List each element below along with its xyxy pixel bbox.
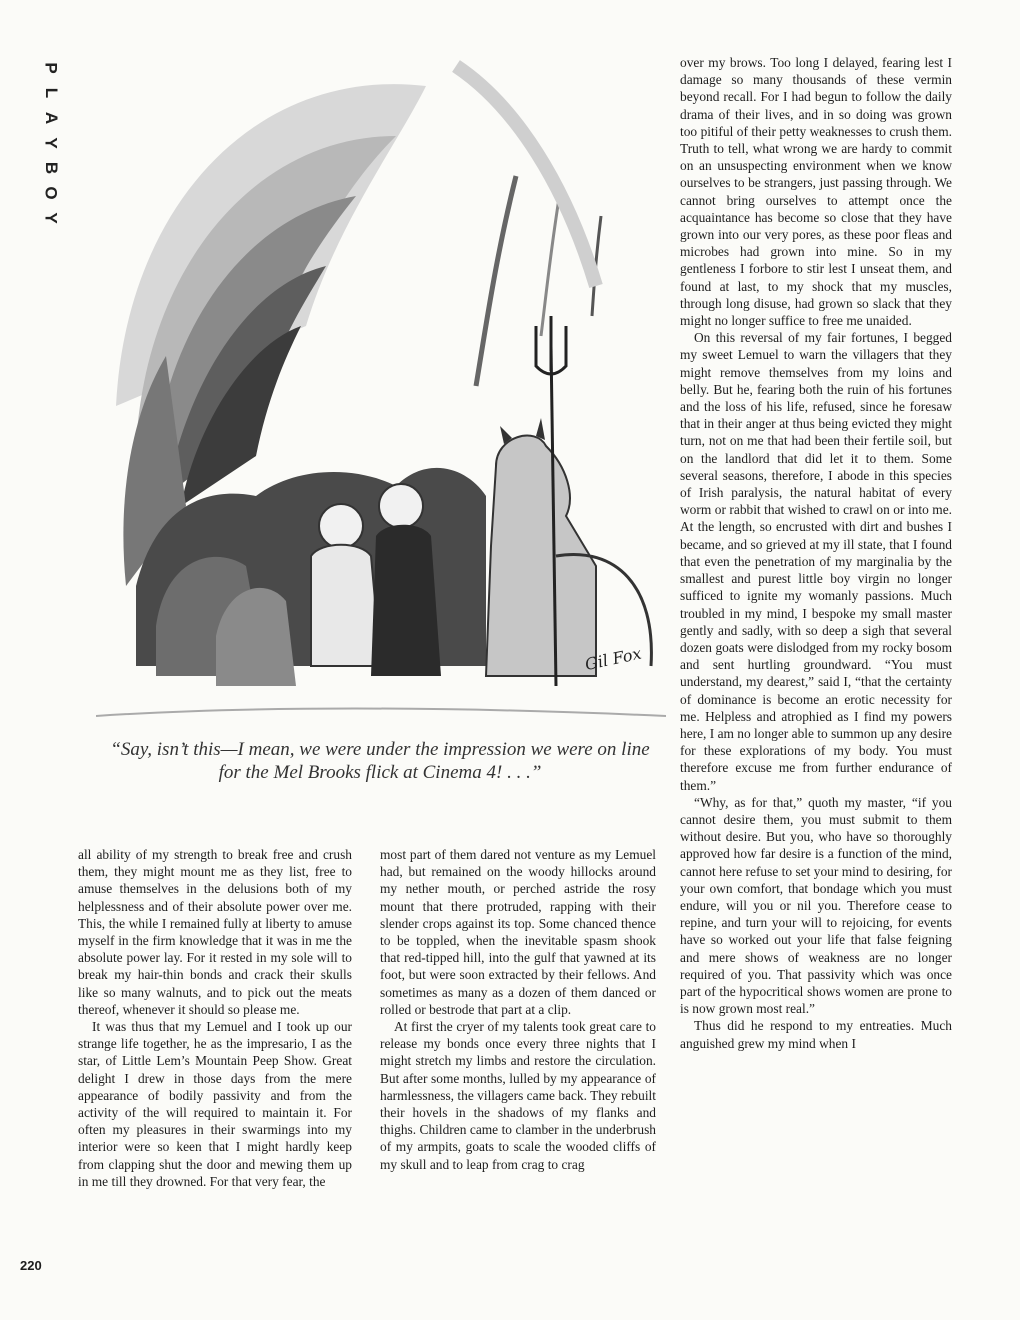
magazine-masthead — [38, 60, 64, 226]
paragraph: It was thus that my Lemuel and I took up our strange life together, he as the impresario, I as the star, of Little Lem’s Mountain Peep Show. Great delight I drew in those days from the mere appearance of bodily passivity and from the activity of the will required to maintain it. For often my pleasures in their swarmings into my interior were so keen that I might hardly keep from clapping shut the door and mewing them up in me till they drowned. For that very fear, the — [78, 1019, 352, 1189]
paragraph: At first the cryer of my talents took great care to release my bonds once every three nights that I might stretch my limbs and restore the circulation. But after some months, lulled by my appearance of harmlessness, the villagers came back. They rebuilt their hovels in the shadows of my flanks and thighs. Children came to clamber in the underbrush of my armpits, goats to scale the wooded cliffs of my skull and to leap from crag to crag — [380, 1019, 656, 1172]
masthead-letter: O — [41, 186, 61, 200]
paragraph: all ability of my strength to break free and crush them, they might mount me as they list, free to amuse themselves in the delusions both of my helplessness and of their absolute power over me. This, the while I remained fully at liberty to amuse myself in the firm knowledge that it was in me the absolute power lay. For it rested in my sole will to break my hair-thin bonds and crack their skulls like so many walnuts, and to pick out the meats thereof, whenever it should so please me. — [78, 847, 352, 1017]
cartoon-caption: “Say, isn’t this—I mean, we were under the impression we were on line for the Mel Brooks flick at Cinema 4! . . .” — [110, 739, 650, 783]
masthead-letter: A — [42, 111, 61, 125]
text-column-2 — [380, 846, 656, 1173]
paragraph: On this reversal of my fair fortunes, I begged my sweet Lemuel to warn the villagers that they might remove themselves from my loins and belly. But he, fearing both the ruin of his fortunes and the loss of his life, refused, since he foresaw that in their anger at thus being evicted they might turn, not on me that had been their fertile soil, but on the landlord that did let it to them. Some several seasons, therefore, I abode in this species of Irish paralysis, the natural habitat of every worm or rabbit that wished to crawl on or into me. At the length, so encrusted with dirt and bushes I became, and so grieved at my ill state, that I found that even the penetration of my marginalia by the smallest and purest little boy virgin no longer sufficed to ignite my womanly passions. Much troubled in my mind, I bespoke my small master gently and sadly, with so deep a sigh that several dozen goats were dislodged from my rocky bosom and sent hurtling groundward. “You must understand, my dearest,” said I, “that the certainty of dominance is become an erotic necessity for me. Helpless and atrophied as I find my powers here, I am no longer able to summon up any desire for these explorations of my body. You must therefore excuse me from further endurance of them.” — [680, 330, 952, 793]
text-column-3 — [680, 54, 952, 1052]
paragraph: “Why, as for that,” quoth my master, “if you cannot desire them, you must submit to them without desire. But you, who have so thoroughly approved how far desire is a function of the mind, cannot here refuse to set your mind to desiring, for your own comfort, that bondage which you must endure, will you or nil you. Therefore cease to repine, and turn your will to rejoicing, for events have so worked out your life that false feigning and mere shows of weakness are no longer required of you. That passivity which was once part of the hypocritical shows women are prone to is now grown most real.” — [680, 794, 952, 1017]
paragraph: most part of them dared not venture as my Lemuel had, but remained on the woody hillocks around my nether mouth, or perched astride the rosy mount that there protruded, rapping with their slender crops against its top. Some chanced thence to be toppled, when the inevitable spasm shook that red-tipped hill, into the gulf that yawned at its foot, but were soon extracted by their fellows. And sometimes as many as a dozen of them danced or rolled or bestrode that part at a clip. — [380, 847, 656, 1017]
masthead-letter: Y — [42, 137, 61, 149]
masthead-letter: Y — [42, 212, 61, 224]
artist-signature: Gil Fox — [583, 643, 644, 675]
cartoon-illustration — [96, 26, 666, 730]
paragraph: Thus did he respond to my entreaties. Much anguished grew my mind when I — [680, 1018, 952, 1051]
page-number: 220 — [20, 1258, 42, 1273]
masthead-letter: P — [42, 62, 61, 74]
masthead-letter: B — [42, 161, 61, 175]
paragraph: over my brows. Too long I delayed, fearing lest I damage so many thousands of these vermin beyond recall. For I had begun to follow the daily drama of their lives, and in so doing was grown too pitiful of their petty weaknesses to crush them. Truth to tell, what wrong we are hardy to commit on an unsuspecting environment when we know ourselves to be strangers, just passing through. We cannot bring ourselves to attempt once the acquaintance has become so close that they have grown into our very pores, as these poor fleas and microbes had grown into mine. So in my gentleness I forbore to stir lest I unseat them, and found at last, to my shock that my muscles, through long disuse, had grown so slack that they might no longer suffice to free me unaided. — [680, 55, 952, 329]
masthead-letter: L — [41, 87, 61, 99]
text-column-1 — [78, 846, 352, 1190]
